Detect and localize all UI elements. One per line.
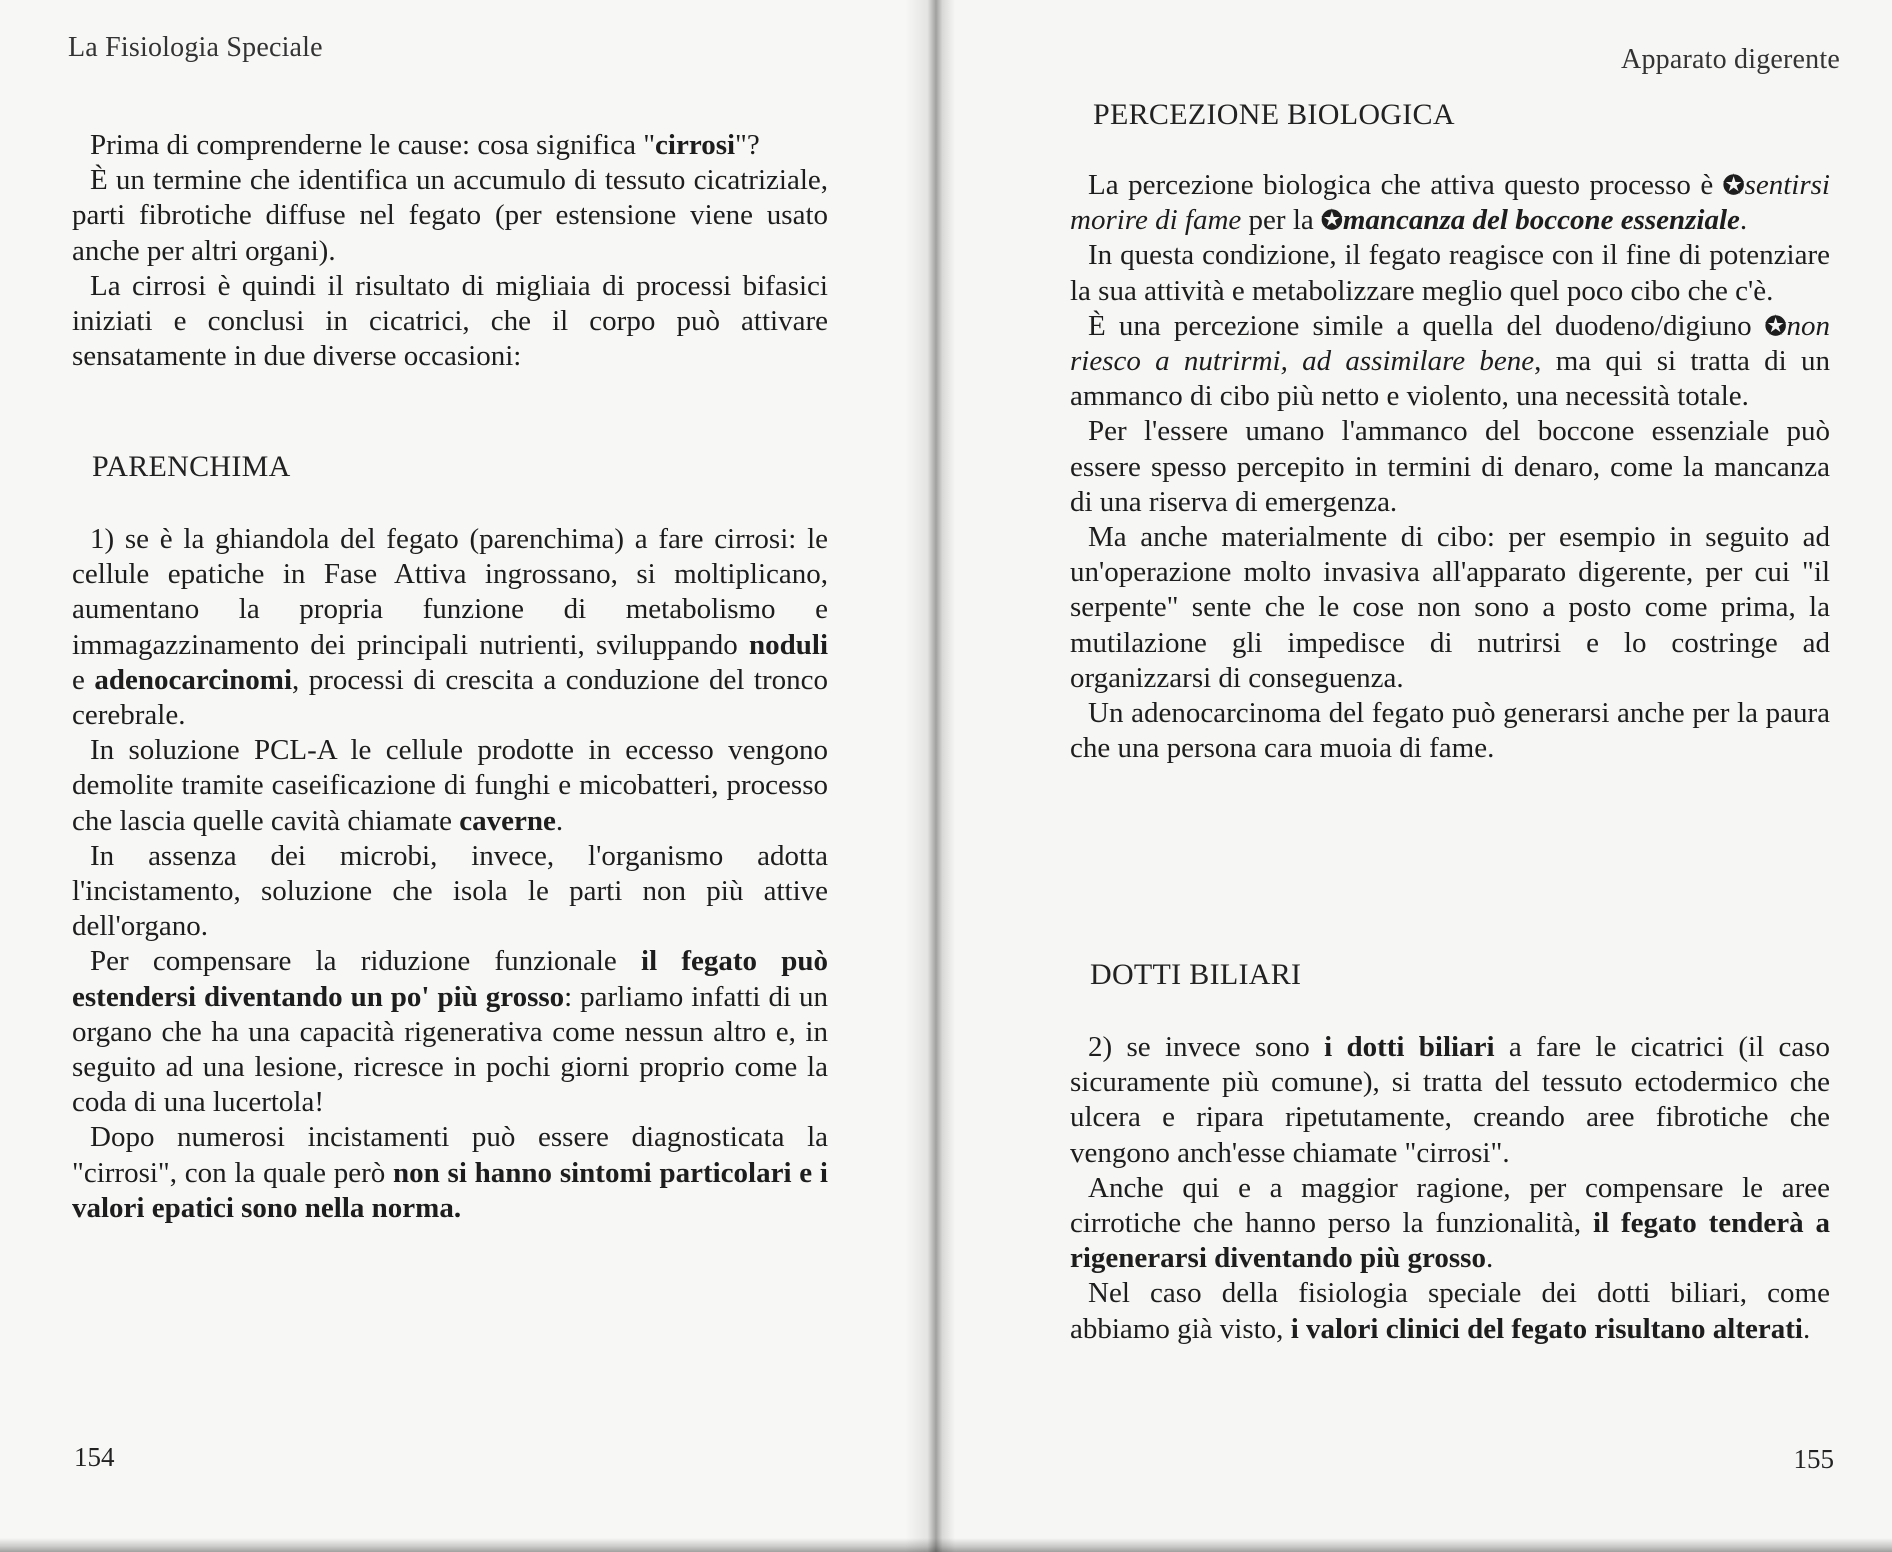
- body-paragraph: Un adenocarcinoma del fegato può generarsi anche per la paura che una persona cara muoia di fame.: [1070, 697, 1830, 765]
- intro-paragraph: Prima di comprenderne le cause: cosa significa "cirrosi"?: [90, 129, 760, 161]
- star-icon: ✪: [1321, 206, 1343, 236]
- percezione-text: [1070, 168, 1830, 766]
- intro-paragraph: La cirrosi è quindi il risultato di migliaia di processi bifasici iniziati e conclusi in cicatrici, che il corpo può attivare sensatamente in due diverse occasioni:: [72, 269, 828, 373]
- left-page: [0, 0, 935, 1552]
- body-paragraph: In soluzione PCL-A le cellule prodotte in eccesso vengono demolite tramite caseificazione di funghi e micobatteri, processo che lascia quelle cavità chiamate caverne.: [72, 734, 828, 837]
- body-paragraph: In assenza dei microbi, invece, l'organismo adotta l'incistamento, soluzione che isola le parti non più attive dell'organo.: [72, 839, 828, 943]
- body-paragraph: Nel caso della fisiologia speciale dei dotti biliari, come abbiamo già visto, i valori clinici del fegato risultano alterati.: [1070, 1277, 1830, 1345]
- bold-term: cirrosi: [655, 129, 736, 161]
- right-page-number: 155: [1793, 1444, 1834, 1474]
- intro-paragraph: È un termine che identifica un accumulo di tessuto cicatriziale, parti fibrotiche diffuse nel fegato (per estensione viene usato anche per altri organi).: [72, 164, 828, 267]
- parenchima-text: [72, 522, 828, 1226]
- body-paragraph: Dopo numerosi incistamenti può essere diagnosticata la "cirrosi", con la quale però non si hanno sintomi particolari e i valori epatici sono nella norma.: [72, 1121, 828, 1224]
- body-paragraph: 2) se invece sono i dotti biliari a fare le cicatrici (il caso sicuramente più comune), si tratta del tessuto ectodermico che ulcera e ripara ripetutamente, creando aree fibrotiche che vengono anch'esse chiamate "cirrosi".: [1070, 1031, 1830, 1169]
- body-paragraph: Per l'essere umano l'ammanco del boccone essenziale può essere spesso percepito in termini di denaro, come la mancanza di una riserva di emergenza.: [1070, 415, 1830, 518]
- body-paragraph: Ma anche materialmente di cibo: per esempio in seguito ad un'operazione molto invasiva all'apparato digerente, per cui "il serpente" sente che le cose non sono a posto come prima, la mutilazione gli impedisce di nutrirsi e lo costringe ad organizzarsi di conseguenza.: [1070, 521, 1830, 694]
- left-page-number: 154: [74, 1442, 115, 1472]
- star-icon: ✪: [1764, 311, 1787, 341]
- section-heading-parenchima: PARENCHIMA: [92, 450, 291, 483]
- section-heading-dotti-biliari: DOTTI BILIARI: [1090, 958, 1302, 991]
- left-running-head: La Fisiologia Speciale: [68, 32, 323, 63]
- body-paragraph: Per compensare la riduzione funzionale il fegato può estendersi diventando un po' più grosso: parliamo infatti di un organo che ha una capacità rigenerativa come nessun altro e, in seguito ad una lesione, ricresce in pochi giorni proprio come la coda di una lucertola!: [72, 945, 828, 1119]
- page-bottom-edge: [0, 1538, 1892, 1552]
- right-page: [935, 0, 1892, 1552]
- section-heading-percezione: PERCEZIONE BIOLOGICA: [1093, 98, 1455, 131]
- body-paragraph: In questa condizione, il fegato reagisce con il fine di potenziare la sua attività e metabolizzare meglio quel poco cibo che c'è.: [1070, 239, 1830, 307]
- body-paragraph: Anche qui e a maggior ragione, per compensare le aree cirrotiche che hanno perso la funzionalità, il fegato tenderà a rigenerarsi diventando più grosso.: [1070, 1171, 1830, 1275]
- star-icon: ✪: [1722, 171, 1745, 200]
- body-paragraph: La percezione biologica che attiva questo processo è ✪sentirsi morire di fame per la ✪mancanza del boccone essenziale.: [1070, 169, 1830, 237]
- body-paragraph: 1) se è la ghiandola del fegato (parenchima) a fare cirrosi: le cellule epatiche in Fase Attiva ingrossano, si moltiplicano, aumentano la propria funzione di metabolismo e immagazzinamento dei principali nutrienti, sviluppando noduli e adenocarcinomi, processi di crescita a conduzione del tronco cerebrale.: [72, 523, 829, 732]
- right-running-head: Apparato digerente: [1621, 44, 1840, 75]
- intro-text: [72, 128, 828, 374]
- book-gutter-shadow: [905, 0, 955, 1552]
- body-paragraph: È una percezione simile a quella del duodeno/digiuno ✪non riesco a nutrirmi, ad assimilare bene, ma qui si tratta di un ammanco di cibo più netto e violento, una necessità totale.: [1070, 309, 1830, 413]
- dotti-biliari-text: [1070, 1030, 1830, 1347]
